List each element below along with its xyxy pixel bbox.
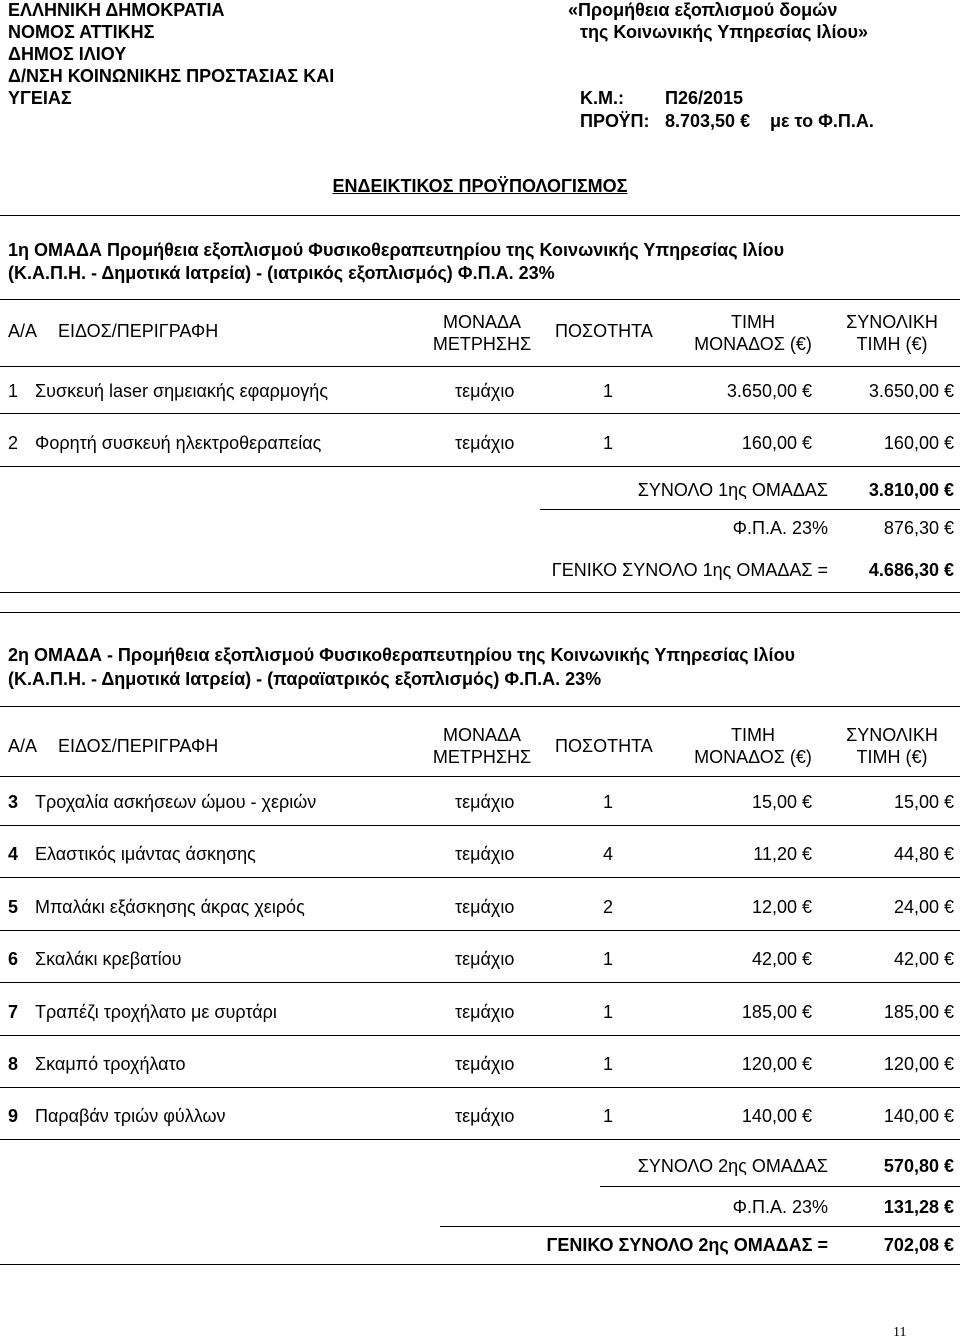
row-qty: 1 [603, 433, 614, 453]
row-desc: Τραπέζι τροχήλατο με συρτάρι [35, 1001, 277, 1022]
col-unit [420, 724, 544, 768]
col-price-line-1: ΤΙΜΗ [731, 725, 775, 745]
row-desc: Σκαμπό τροχήλατο [35, 1054, 186, 1074]
group1-title-line-1: 1η ΟΜΑΔΑ Προμήθεια εξοπλισμού Φυσικοθεραπευτηρίου της Κοινωνικής Υπηρεσίας Ιλίου [8, 240, 785, 260]
col-unit-line-1: ΜΟΝΑΔΑ [442, 725, 522, 745]
row-desc: Συσκευή laser σημειακής εφαρμογής [35, 381, 328, 401]
row-aa: 5 [8, 896, 19, 917]
header-left-line-5: ΥΓΕΙΑΣ [8, 88, 72, 108]
row-total: 3.650,00 € [868, 381, 954, 401]
row-unit: τεμάχιο [455, 844, 515, 865]
group2-vat-value: 131,28 € [883, 1197, 954, 1217]
col-qty: ΠΟΣΟΤΗΤΑ [555, 321, 653, 341]
group2-title-line-1: 2η ΟΜΑΔΑ - Προμήθεια εξοπλισμού Φυσικοθεραπευτηρίου της Κοινωνικής Υπηρεσίας Ιλίου [8, 645, 796, 665]
row-aa: 9 [8, 1106, 19, 1127]
group2-vat-label: Φ.Π.Α. 23% [732, 1197, 828, 1217]
divider [0, 413, 960, 414]
col-total [830, 311, 954, 355]
row-unit: τεμάχιο [455, 949, 515, 970]
divider [0, 776, 960, 777]
row-unit: τεμάχιο [455, 1106, 515, 1127]
row-qty: 2 [603, 896, 614, 917]
group2-grand-value: 702,08 € [883, 1235, 954, 1255]
header-left-line-4: Δ/ΝΣΗ ΚΟΙΝΩΝΙΚΗΣ ΠΡΟΣΤΑΣΙΑΣ ΚΑΙ [8, 66, 335, 86]
row-desc: Τροχαλία ασκήσεων ώμου - χεριών [35, 792, 317, 812]
col-aa: Α/Α [8, 321, 38, 341]
km-label: Κ.Μ.: [580, 88, 624, 108]
project-title-line-2: της Κοινωνικής Υπηρεσίας Ιλίου» [580, 22, 868, 42]
row-price: 11,20 € [753, 844, 812, 865]
group2-sum-value: 570,80 € [883, 1156, 954, 1176]
col-unit [420, 311, 544, 355]
row-desc: Φορητή συσκευή ηλεκτροθεραπείας [35, 433, 322, 453]
row-total: 15,00 € [893, 792, 954, 812]
doc-title: ΕΝΔΕΙΚΤΙΚΟΣ ΠΡΟΫΠΟΛΟΓΙΣΜΟΣ [332, 176, 628, 196]
col-aa: Α/Α [8, 736, 38, 756]
divider [0, 366, 960, 367]
row-total: 44,80 € [893, 844, 954, 865]
divider [0, 930, 960, 931]
row-unit: τεμάχιο [455, 896, 515, 917]
row-unit: τεμάχιο [455, 433, 515, 453]
divider [0, 877, 960, 878]
row-aa: 3 [8, 792, 19, 812]
row-desc: Παραβάν τριών φύλλων [35, 1106, 226, 1127]
col-total [830, 724, 954, 768]
row-price: 15,00 € [751, 792, 812, 812]
row-qty: 1 [603, 381, 614, 401]
row-price: 12,00 € [751, 896, 812, 917]
divider [0, 592, 960, 593]
divider [0, 612, 960, 613]
row-qty: 1 [603, 1106, 614, 1127]
row-total: 24,00 € [893, 896, 954, 917]
row-aa: 2 [8, 433, 19, 453]
row-aa: 4 [8, 844, 19, 865]
header-left-line-2: ΝΟΜΟΣ ΑΤΤΙΚΗΣ [8, 22, 155, 42]
col-unit-line-1: ΜΟΝΑΔΑ [442, 312, 522, 332]
row-aa: 1 [8, 381, 19, 401]
col-price [680, 724, 826, 768]
row-price: 42,00 € [751, 949, 812, 970]
row-price: 120,00 € [741, 1054, 812, 1074]
row-qty: 1 [603, 1054, 614, 1074]
km-value: Π26/2015 [665, 88, 744, 108]
group2-grand-label: ΓΕΝΙΚΟ ΣΥΝΟΛΟ 2ης ΟΜΑΔΑΣ = [546, 1235, 828, 1255]
col-price-line-2: ΜΟΝΑΔΟΣ (€) [694, 334, 812, 354]
row-price: 185,00 € [741, 1001, 812, 1022]
divider [0, 299, 960, 300]
row-total: 160,00 € [883, 433, 954, 453]
budget-label: ΠΡΟΫΠ: [580, 111, 650, 131]
group1-title-line-2: (Κ.Α.Π.Η. - Δημοτικά Ιατρεία) - (ιατρικός εξοπλισμός) Φ.Π.Α. 23% [8, 263, 555, 283]
row-unit: τεμάχιο [455, 792, 515, 812]
col-price-line-1: ΤΙΜΗ [731, 312, 775, 332]
group1-grand-label: ΓΕΝΙΚΟ ΣΥΝΟΛΟ 1ης ΟΜΑΔΑΣ = [551, 560, 828, 580]
divider [0, 1087, 960, 1088]
row-total: 120,00 € [883, 1054, 954, 1074]
row-total: 140,00 € [883, 1106, 954, 1127]
row-unit: τεμάχιο [455, 1001, 515, 1022]
row-price: 3.650,00 € [726, 381, 812, 401]
divider [540, 509, 960, 510]
col-desc: ΕΙΔΟΣ/ΠΕΡΙΓΡΑΦΗ [58, 736, 219, 756]
col-qty: ΠΟΣΟΤΗΤΑ [555, 736, 653, 756]
row-price: 140,00 € [741, 1106, 812, 1127]
divider [440, 1226, 960, 1227]
col-price [680, 311, 826, 355]
header-left-line-1: ΕΛΛΗΝΙΚΗ ΔΗΜΟΚΡΑΤΙΑ [8, 0, 225, 20]
divider [0, 1139, 960, 1140]
row-total: 42,00 € [893, 949, 954, 970]
header-left-line-3: ΔΗΜΟΣ ΙΛΙΟΥ [8, 44, 127, 64]
divider [0, 706, 960, 707]
group1-grand-value: 4.686,30 € [868, 560, 954, 580]
row-qty: 1 [603, 792, 614, 812]
row-qty: 1 [603, 949, 614, 970]
col-unit-line-2: ΜΕΤΡΗΣΗΣ [432, 747, 532, 767]
divider [0, 1264, 960, 1265]
divider [0, 825, 960, 826]
row-unit: τεμάχιο [455, 1054, 515, 1074]
row-qty: 1 [603, 1001, 614, 1022]
col-total-line-2: ΤΙΜΗ (€) [856, 334, 928, 354]
col-total-line-1: ΣΥΝΟΛΙΚΗ [846, 312, 938, 332]
group1-sum-value: 3.810,00 € [868, 480, 954, 500]
group2-title-line-2: (Κ.Α.Π.Η. - Δημοτικά Ιατρεία) - (παραϊατρικός εξοπλισμός) Φ.Π.Α. 23% [8, 669, 602, 689]
row-total: 185,00 € [883, 1001, 954, 1022]
divider [0, 982, 960, 983]
divider [0, 466, 960, 467]
row-qty: 4 [603, 844, 614, 865]
group1-vat-value: 876,30 € [883, 518, 954, 538]
divider [0, 215, 960, 216]
divider [0, 1035, 960, 1036]
col-total-line-1: ΣΥΝΟΛΙΚΗ [846, 725, 938, 745]
row-unit: τεμάχιο [455, 381, 515, 401]
page-number: 11 [893, 1325, 907, 1340]
group1-sum-label: ΣΥΝΟΛΟ 1ης ΟΜΑΔΑΣ [637, 480, 828, 500]
group2-sum-label: ΣΥΝΟΛΟ 2ης ΟΜΑΔΑΣ [637, 1156, 828, 1176]
project-title-line-1: «Προμήθεια εξοπλισμού δομών [568, 0, 838, 20]
row-aa: 7 [8, 1001, 19, 1022]
row-desc: Μπαλάκι εξάσκησης άκρας χειρός [35, 896, 305, 917]
group1-vat-label: Φ.Π.Α. 23% [732, 518, 828, 538]
row-price: 160,00 € [741, 433, 812, 453]
col-unit-line-2: ΜΕΤΡΗΣΗΣ [432, 334, 532, 354]
row-aa: 6 [8, 949, 19, 970]
budget-suffix: με το Φ.Π.Α. [770, 111, 874, 131]
budget-value: 8.703,50 € [665, 111, 751, 131]
row-desc: Ελαστικός ιμάντας άσκησης [35, 844, 256, 865]
divider [600, 1186, 960, 1187]
col-price-line-2: ΜΟΝΑΔΟΣ (€) [694, 747, 812, 767]
col-desc: ΕΙΔΟΣ/ΠΕΡΙΓΡΑΦΗ [58, 321, 219, 341]
col-total-line-2: ΤΙΜΗ (€) [856, 747, 928, 767]
row-aa: 8 [8, 1054, 19, 1074]
row-desc: Σκαλάκι κρεβατίου [35, 949, 182, 970]
